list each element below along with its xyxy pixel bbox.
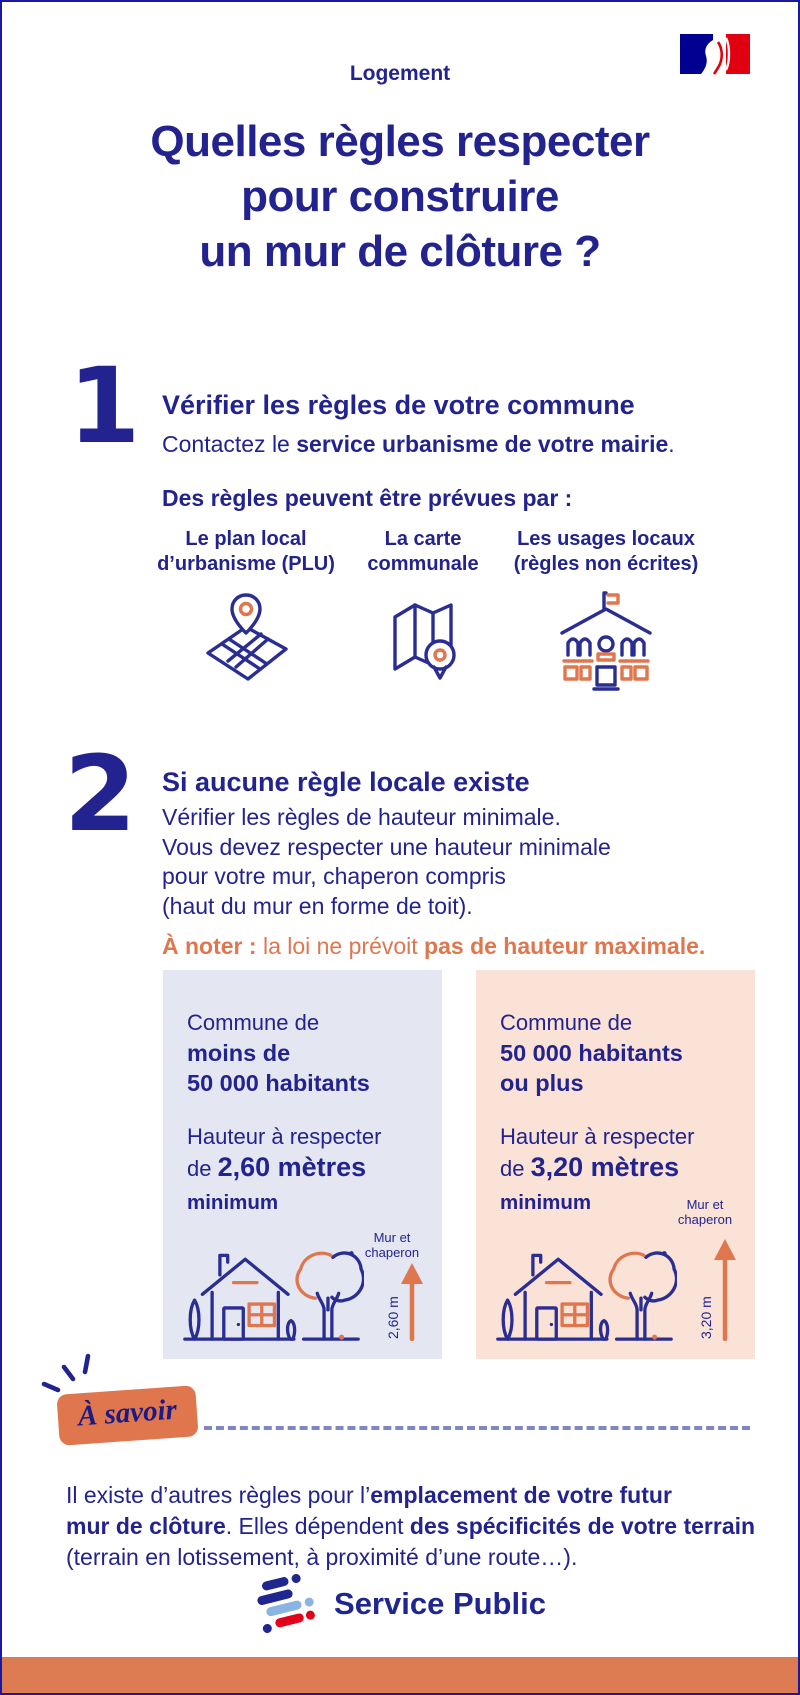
note-bold: pas de hauteur maximale.	[424, 933, 706, 959]
step-1-intro-bold: service urbanisme de votre mairie	[296, 431, 669, 457]
know-l2-regular: . Elles dépendent	[225, 1513, 410, 1539]
option-plu-label	[150, 527, 342, 577]
step-2-body-line1: Vérifier les règles de hauteur minimale.	[162, 804, 561, 830]
card2-heading-bold1: 50 000 habitants	[500, 1040, 683, 1066]
card1-heading-bold1: moins de	[187, 1040, 291, 1066]
card2-height-intro: Hauteur à respecter	[500, 1124, 695, 1149]
step-1-number: 1	[68, 345, 141, 467]
card2-scene	[492, 1195, 741, 1345]
step-1-rules-heading: Des règles peuvent être prévues par :	[162, 485, 573, 511]
note-line	[162, 933, 705, 960]
option-carte-label-line2: communale	[367, 553, 479, 575]
card2-arrow-label-line1: Mur et	[686, 1197, 724, 1212]
dashed-separator	[204, 1426, 750, 1430]
measure-arrow-up-icon	[693, 1237, 739, 1341]
card2-heading-bold2: ou plus	[500, 1070, 584, 1096]
step-2-body-line2: Vous devez respecter une hauteur minimale	[162, 833, 611, 860]
card1-height-intro: Hauteur à respecter	[187, 1124, 382, 1149]
step-2-body-line3: pour votre mur, chaperon compris	[162, 863, 506, 889]
card1-height-value: 2,60 mètres	[217, 1152, 367, 1182]
house-and-tree-illustration	[492, 1193, 677, 1345]
step-1-intro-prefix: Contactez le	[162, 431, 297, 457]
step-2-title: Si aucune règle locale existe	[162, 767, 530, 797]
footer-brand-text: Service Public	[334, 1586, 546, 1621]
card2-arrow-label	[665, 1197, 745, 1227]
card2-heading-regular: Commune de	[500, 1010, 633, 1035]
card2-height-line	[500, 1152, 735, 1184]
card1-scene	[179, 1195, 428, 1345]
title-line-3: un mur de clôture ?	[199, 227, 601, 276]
card2-height-prefix: de	[500, 1156, 531, 1181]
footer-brand-block	[2, 1574, 798, 1634]
option-carte-label	[350, 527, 496, 577]
know-l2-bold: mur de clôture	[66, 1513, 226, 1539]
know-l1-bold: emplacement de votre futur	[370, 1482, 672, 1508]
service-public-logo-icon	[254, 1574, 320, 1634]
option-carte-communale	[350, 527, 496, 691]
bottom-orange-bar	[2, 1657, 798, 1693]
card1-measure: 2,60 m	[385, 1296, 401, 1339]
card1-height-min: minimum	[187, 1191, 279, 1214]
card1-arrow-label	[352, 1230, 432, 1260]
option-usages-label	[502, 527, 710, 577]
know-l2-bold2: des spécificités de votre terrain	[409, 1513, 756, 1539]
know-l3-regular: (terrain en lotissement, à proximité d’une route…).	[66, 1544, 578, 1570]
option-usages-locaux	[502, 527, 710, 691]
option-usages-label-line2: (règles non écrites)	[513, 553, 699, 575]
note-regular: la loi ne prévoit	[256, 933, 425, 959]
step-1-intro-suffix: .	[668, 431, 675, 457]
step-2-body	[162, 803, 611, 921]
card1-heading-regular: Commune de	[187, 1010, 320, 1035]
know-paragraph	[66, 1480, 756, 1573]
town-hall-icon	[550, 587, 662, 691]
card1-heading-bold2: 50 000 habitants	[187, 1070, 370, 1096]
page-title	[2, 114, 798, 279]
option-usages-label-line1: Les usages locaux	[517, 528, 695, 550]
option-plu-label-line2: d’urbanisme (PLU)	[157, 553, 335, 575]
city-plan-map-pin-icon	[198, 587, 294, 691]
step-1-intro	[162, 430, 675, 460]
card2-height-value: 3,20 mètres	[530, 1152, 680, 1182]
card1-arrow-label-line1: Mur et	[373, 1230, 411, 1245]
option-carte-label-line1: La carte	[384, 528, 462, 550]
category-label: Logement	[349, 62, 451, 85]
folded-map-pin-icon	[381, 587, 465, 691]
step-2-body-line4: (haut du mur en forme de toit).	[162, 892, 473, 919]
a-savoir-badge: À savoir	[56, 1385, 198, 1446]
card-large-commune	[476, 970, 755, 1359]
measure-arrow-up-icon	[380, 1261, 426, 1341]
title-line-1: Quelles règles respecter	[150, 117, 650, 166]
card2-height-min: minimum	[500, 1191, 592, 1214]
step-2-number: 2	[64, 733, 137, 855]
title-line-2: pour construire	[241, 172, 559, 221]
option-plu-label-line1: Le plan local	[185, 528, 307, 550]
option-plu	[150, 527, 342, 691]
card2-measure: 3,20 m	[698, 1296, 714, 1339]
card1-height-prefix: de	[187, 1156, 218, 1181]
house-and-tree-illustration	[179, 1193, 364, 1345]
card-small-commune	[163, 970, 442, 1359]
step-1-title: Vérifier les règles de votre commune	[162, 390, 635, 420]
card1-height-line	[187, 1152, 422, 1184]
card1-arrow-label-line2: chaperon	[364, 1245, 420, 1260]
note-label: À noter :	[162, 933, 257, 959]
know-l1-regular: Il existe d’autres règles pour l’	[66, 1482, 371, 1508]
card2-arrow-label-line2: chaperon	[677, 1212, 733, 1227]
